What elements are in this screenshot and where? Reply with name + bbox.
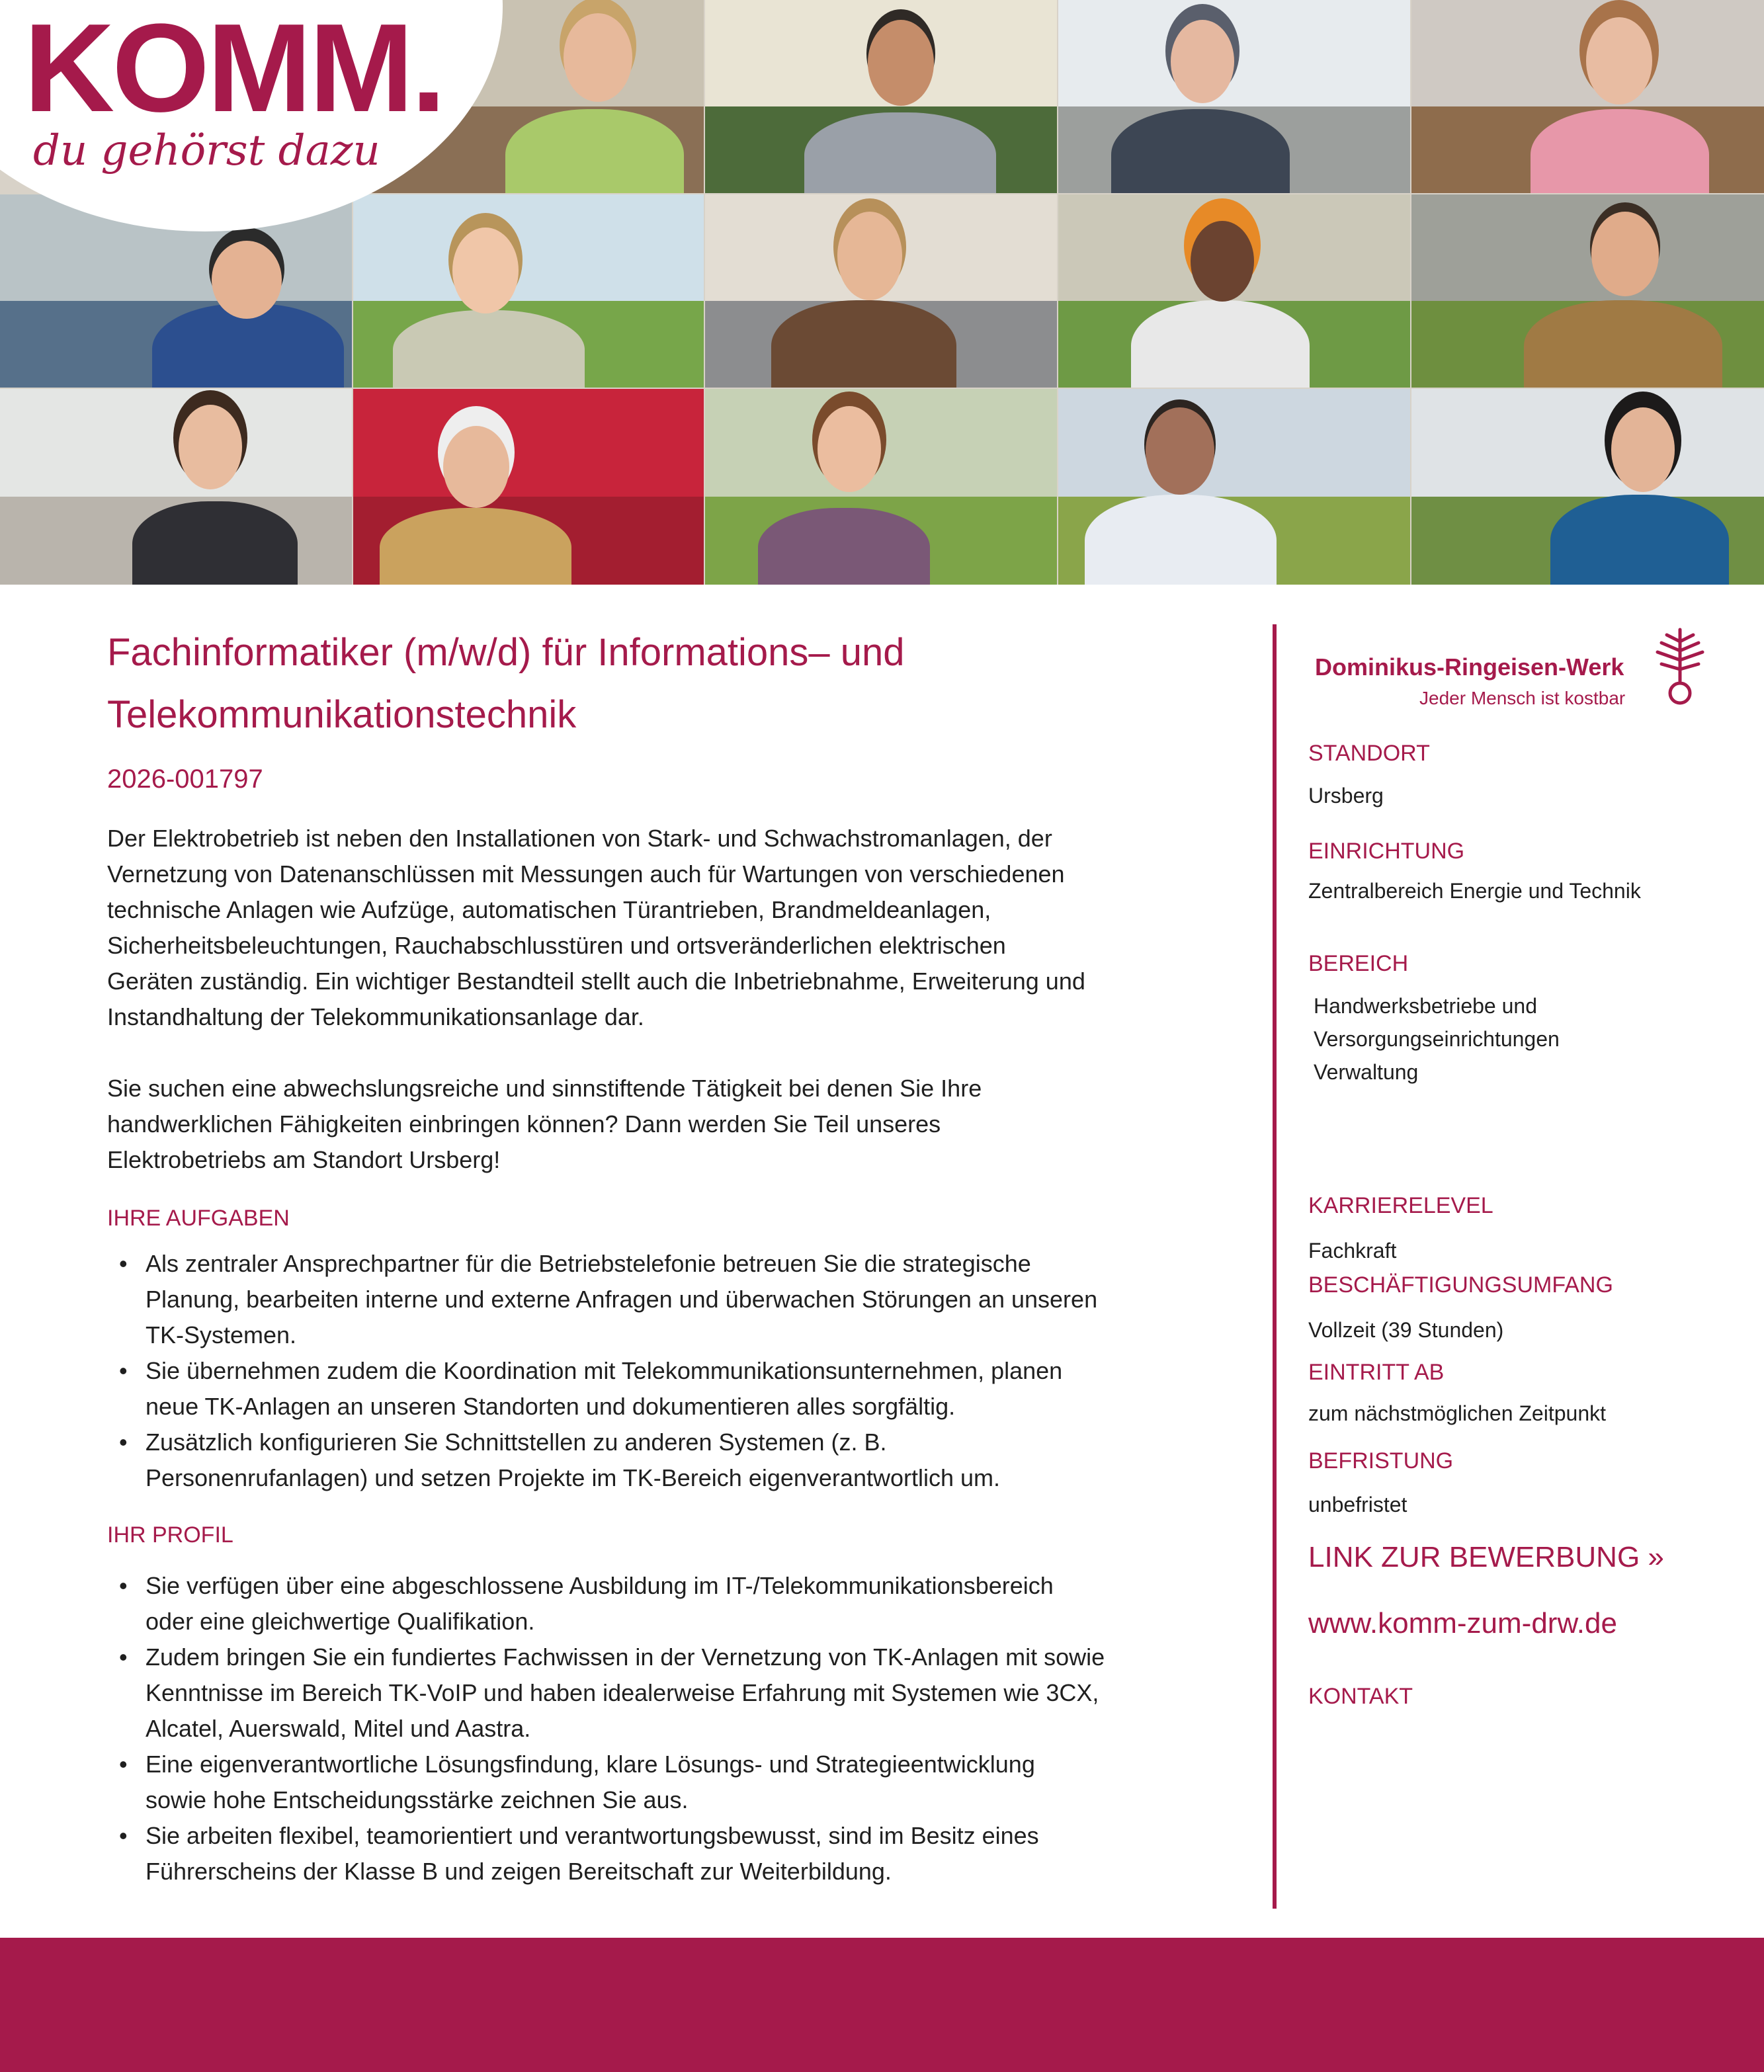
text-line: Zudem bringen Sie ein fundiertes Fachwissen in der Vernetzung von TK-Anlagen mit sowie: [146, 1643, 1105, 1671]
portrait-photo: [353, 194, 704, 388]
text-line: Als zentraler Ansprechpartner für die Betriebstelefonie betreuen Sie die strategische: [146, 1250, 1031, 1277]
logo-claim: du gehörst dazu: [33, 126, 380, 175]
text-line: Handwerksbetriebe und: [1314, 994, 1537, 1018]
term-value: unbefristet: [1308, 1493, 1407, 1516]
footer-band: [0, 1938, 1764, 2072]
list-item: [107, 1639, 1198, 1747]
bullet-icon: •: [119, 1357, 128, 1384]
text-line: Sie arbeiten flexibel, teamorientiert und verantwortungsbewusst, sind im Besitz eines: [146, 1822, 1039, 1849]
list-item: [107, 1246, 1198, 1353]
website-link[interactable]: www.komm-zum-drw.de: [1308, 1607, 1617, 1639]
list-item: [107, 1353, 1198, 1425]
employment-scope-label: BESCHÄFTIGUNGSUMFANG: [1308, 1272, 1613, 1298]
text-line: Sie verfügen über eine abgeschlossene Ausbildung im IT-/Telekommunikationsbereich: [146, 1572, 1054, 1599]
text-line: Personenrufanlagen) und setzen Projekte im TK-Bereich eigenverantwortlich um.: [146, 1464, 1001, 1491]
text-line: Alcatel, Auerswald, Mitel und Aastra.: [146, 1715, 531, 1742]
text-line: Verwaltung: [1314, 1060, 1419, 1084]
text-line: Sie suchen eine abwechslungsreiche und sinnstiftende Tätigkeit bei denen Sie Ihre: [107, 1075, 982, 1102]
column-divider: [1273, 624, 1277, 1909]
portrait-photo: [1058, 389, 1410, 585]
text-line: Führerscheins der Klasse B und zeigen Bereitschaft zur Weiterbildung.: [146, 1858, 892, 1885]
portrait-photo: [1411, 389, 1764, 585]
facility-label: EINRICHTUNG: [1308, 839, 1465, 864]
bullet-icon: •: [119, 1643, 128, 1671]
location-value: Ursberg: [1308, 784, 1384, 808]
organization-claim: Jeder Mensch ist kostbar: [1419, 688, 1626, 708]
bullet-icon: •: [119, 1822, 128, 1849]
portrait-photo: [705, 389, 1057, 585]
text-line: oder eine gleichwertige Qualifikation.: [146, 1608, 535, 1635]
text-line: Versorgungseinrichtungen: [1314, 1027, 1560, 1051]
contact-label: KONTAKT: [1308, 1684, 1413, 1709]
term-label: BEFRISTUNG: [1308, 1448, 1454, 1473]
portrait-photo: [1411, 194, 1764, 388]
area-label: BEREICH: [1308, 951, 1409, 976]
list-item: [107, 1568, 1198, 1639]
bullet-icon: •: [119, 1250, 128, 1277]
text-line: Instandhaltung der Telekommunikationsanlage dar.: [107, 1003, 644, 1030]
list-item: [107, 1747, 1198, 1818]
text-line: Planung, bearbeiten interne und externe Anfragen und überwachen Störungen an unseren: [146, 1286, 1098, 1313]
text-line: Geräten zuständig. Ein wichtiger Bestandteil stellt auch die Inbetriebnahme, Erweiterung und: [107, 968, 1085, 995]
komm-logo: KOMM.: [24, 0, 444, 138]
portrait-photo: [705, 194, 1057, 388]
tasks-heading: IHRE AUFGABEN: [107, 1206, 290, 1231]
start-date-value: zum nächstmöglichen Zeitpunkt: [1308, 1401, 1606, 1425]
portrait-photo: [705, 0, 1057, 193]
employment-scope-value: Vollzeit (39 Stunden): [1308, 1318, 1504, 1342]
job-title-line: Telekommunikationstechnik: [107, 693, 577, 736]
area-values: [1314, 989, 1560, 1089]
text-line: Elektrobetriebs am Standort Ursberg!: [107, 1146, 501, 1173]
portrait-photo: [1411, 0, 1764, 193]
job-id: 2026-001797: [107, 765, 263, 794]
portrait-photo: [1058, 0, 1410, 193]
job-title: [107, 622, 1198, 746]
tasks-list: [107, 1246, 1198, 1496]
list-item: [107, 1425, 1198, 1496]
profile-list: [107, 1568, 1198, 1889]
text-line: Sicherheitsbeleuchtungen, Rauchabschlusstüren und ortsveränderlichen elektrischen: [107, 932, 1006, 959]
facility-value: Zentralbereich Energie und Technik: [1308, 879, 1641, 903]
text-line: Zusätzlich konfigurieren Sie Schnittstellen zu anderen Systemen (z. B.: [146, 1429, 887, 1456]
text-line: Vernetzung von Datenanschlüssen mit Messungen auch für Wartungen von verschiedenen: [107, 860, 1065, 888]
bullet-icon: •: [119, 1429, 128, 1456]
text-line: Eine eigenverantwortliche Lösungsfindung, klare Lösungs- und Strategieentwicklung: [146, 1751, 1035, 1778]
profile-heading: IHR PROFIL: [107, 1522, 233, 1548]
text-line: neue TK-Anlagen an unseren Standorten und dokumentieren alles sorgfältig.: [146, 1393, 956, 1420]
bullet-icon: •: [119, 1751, 128, 1778]
organization-name: Dominikus-Ringeisen-Werk: [1315, 653, 1624, 681]
intro-paragraph: [107, 821, 1198, 1035]
text-line: Kenntnisse im Bereich TK-VoIP und haben idealerweise Erfahrung mit Systemen wie 3CX,: [146, 1679, 1099, 1706]
text-line: Der Elektrobetrieb ist neben den Installationen von Stark- und Schwachstromanlagen, der: [107, 825, 1052, 852]
photo-collage: [0, 0, 1764, 585]
pitch-paragraph: [107, 1071, 1198, 1178]
text-line: technische Anlagen wie Aufzüge, automatischen Türantrieben, Brandmeldeanlagen,: [107, 896, 991, 923]
job-title-line: Fachinformatiker (m/w/d) für Informations– und: [107, 631, 905, 674]
start-date-label: EINTRITT AB: [1308, 1360, 1445, 1385]
tree-of-life-icon: [1647, 627, 1713, 706]
career-level-value: Fachkraft: [1308, 1239, 1397, 1263]
job-description: [107, 622, 1198, 1889]
portrait-photo: [353, 389, 704, 585]
location-label: STANDORT: [1308, 741, 1430, 766]
career-level-label: KARRIERELEVEL: [1308, 1193, 1493, 1218]
text-line: sowie hohe Entscheidungsstärke zeichnen Sie aus.: [146, 1786, 689, 1813]
text-line: TK-Systemen.: [146, 1321, 297, 1348]
portrait-photo: [0, 389, 352, 585]
bullet-icon: •: [119, 1572, 128, 1599]
portrait-photo: [1058, 194, 1410, 388]
apply-link[interactable]: LINK ZUR BEWERBUNG »: [1308, 1541, 1664, 1573]
text-line: handwerklichen Fähigkeiten einbringen können? Dann werden Sie Teil unseres: [107, 1110, 941, 1138]
text-line: Sie übernehmen zudem die Koordination mit Telekommunikationsunternehmen, planen: [146, 1357, 1063, 1384]
list-item: [107, 1818, 1198, 1889]
